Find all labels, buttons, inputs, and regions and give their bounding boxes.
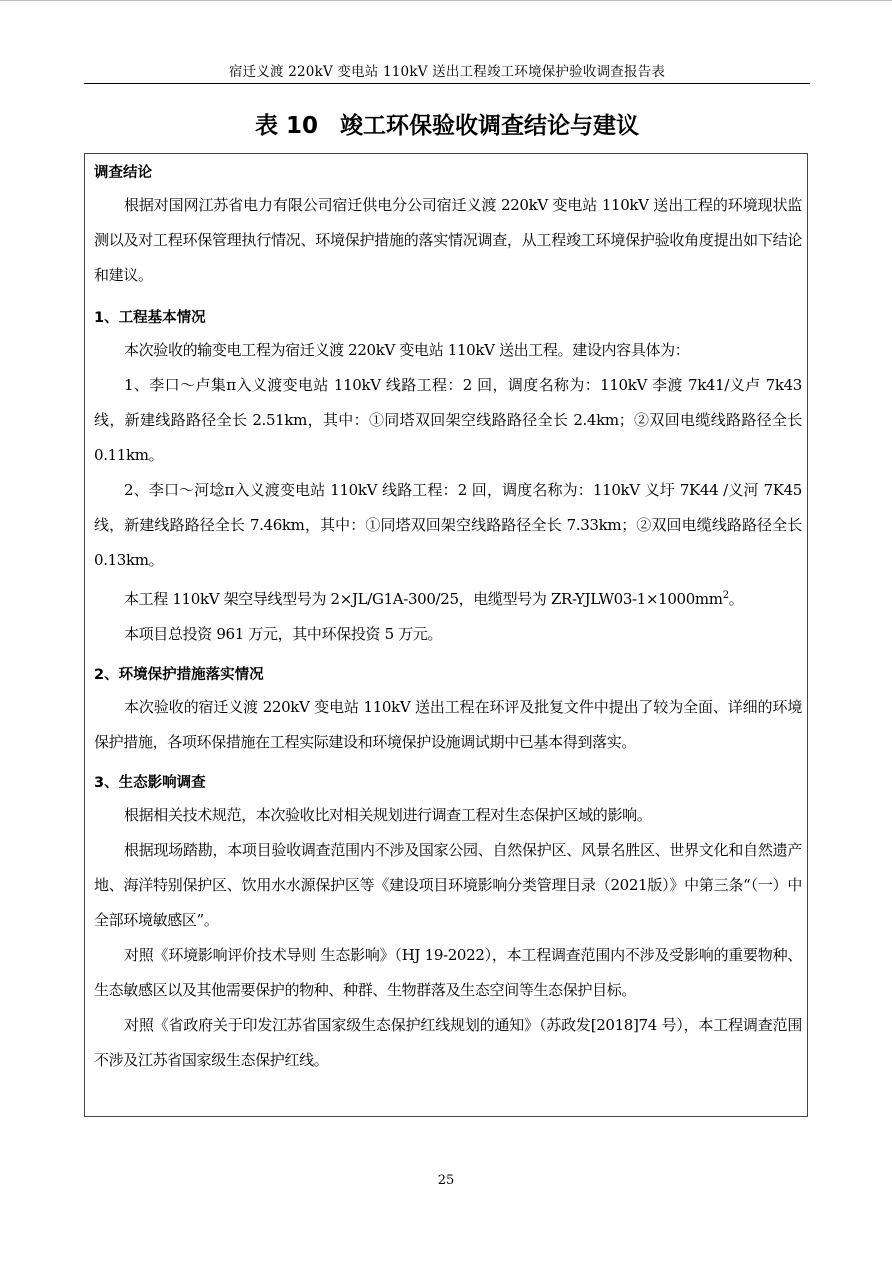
running-header: 宿迁义渡 220kV 变电站 110kV 送出工程竣工环境保护验收调查报告表 [228,64,666,80]
table-title-text: 竣工环保验收调查结论与建议 [340,113,639,139]
section-heading-ecology: 3、生态影响调查 [94,775,206,791]
table-content [94,158,802,1078]
page-number: 25 [437,1173,455,1188]
measures-paragraph-1: 本次验收的宿迁义渡 220kV 变电站 110kV 送出工程在环评及批复文件中提出了较为全面、详细的环境保护措施，各项环保措施在工程实际建设和环境保护设施调试期中已基本得到落实。 [94,698,802,751]
cable-spec-end: 。 [728,590,744,608]
section-heading-measures: 2、环境保护措施落实情况 [94,667,264,683]
basic-paragraph-3: 2、李口～河埝π入义渡变电站 110kV 线路工程：2 回，调度名称为：110kV 义圩 7K44 /义河 7K45 线，新建线路路径全长 7.46km，其中：①同塔双回架空线路路径全长 7.33km；②双回电缆线路路径全长 0.13km。 [94,481,802,569]
cable-spec-superscript: 2 [722,590,729,601]
basic-paragraph-1: 本次验收的输变电工程为宿迁义渡 220kV 变电站 110kV 送出工程。建设内容具体为： [124,341,690,359]
cable-spec-text: 本工程 110kV 架空导线型号为 2×JL/G1A-300/25，电缆型号为 ZR-YJLW03-1×1000mm [124,590,723,608]
basic-paragraph-5: 本项目总投资 961 万元，其中环保投资 5 万元。 [124,625,443,643]
basic-paragraph-2: 1、李口～卢集π入义渡变电站 110kV 线路工程：2 回，调度名称为：110kV 李渡 7k41/义卢 7k43 线，新建线路路径全长 2.51km，其中：①同塔双回架空线路路径全长 2.4km；②双回电缆线路路径全长 0.11km。 [94,376,802,464]
table-number: 表 10 [254,113,318,139]
basic-paragraph-4 [94,578,802,617]
ecology-paragraph-4: 对照《省政府关于印发江苏省国家级生态保护红线规划的通知》（苏政发[2018]74 号），本工程调查范围不涉及江苏省国家级生态保护红线。 [94,1016,802,1069]
ecology-paragraph-1: 根据相关技术规范，本次验收比对相关规划进行调查工程对生态保护区域的影响。 [124,806,652,824]
header-rule [84,83,810,84]
page-top-edge [0,0,892,1]
section-heading-conclusion: 调查结论 [94,165,152,181]
ecology-paragraph-2: 根据现场踏勘，本项目验收调查范围内不涉及国家公园、自然保护区、风景名胜区、世界文化和自然遗产地、海洋特别保护区、饮用水水源保护区等《建设项目环境影响分类管理目录（2021版）》中第三条“（一）中全部环境敏感区”。 [94,841,802,929]
conclusion-intro-paragraph: 根据对国网江苏省电力有限公司宿迁供电分公司宿迁义渡 220kV 变电站 110kV 送出工程的环境现状监测以及对工程环保管理执行情况、环境保护措施的落实情况调查，从工程竣工环境保护验收角度提出如下结论和建议。 [94,196,802,284]
table-title [84,109,810,143]
section-heading-basic: 1、工程基本情况 [94,310,206,326]
ecology-paragraph-3: 对照《环境影响评价技术导则 生态影响》（HJ 19-2022），本工程调查范围内不涉及受影响的重要物种、生态敏感区以及其他需要保护的物种、种群、生物群落及生态空间等生态保护目标。 [94,946,802,999]
